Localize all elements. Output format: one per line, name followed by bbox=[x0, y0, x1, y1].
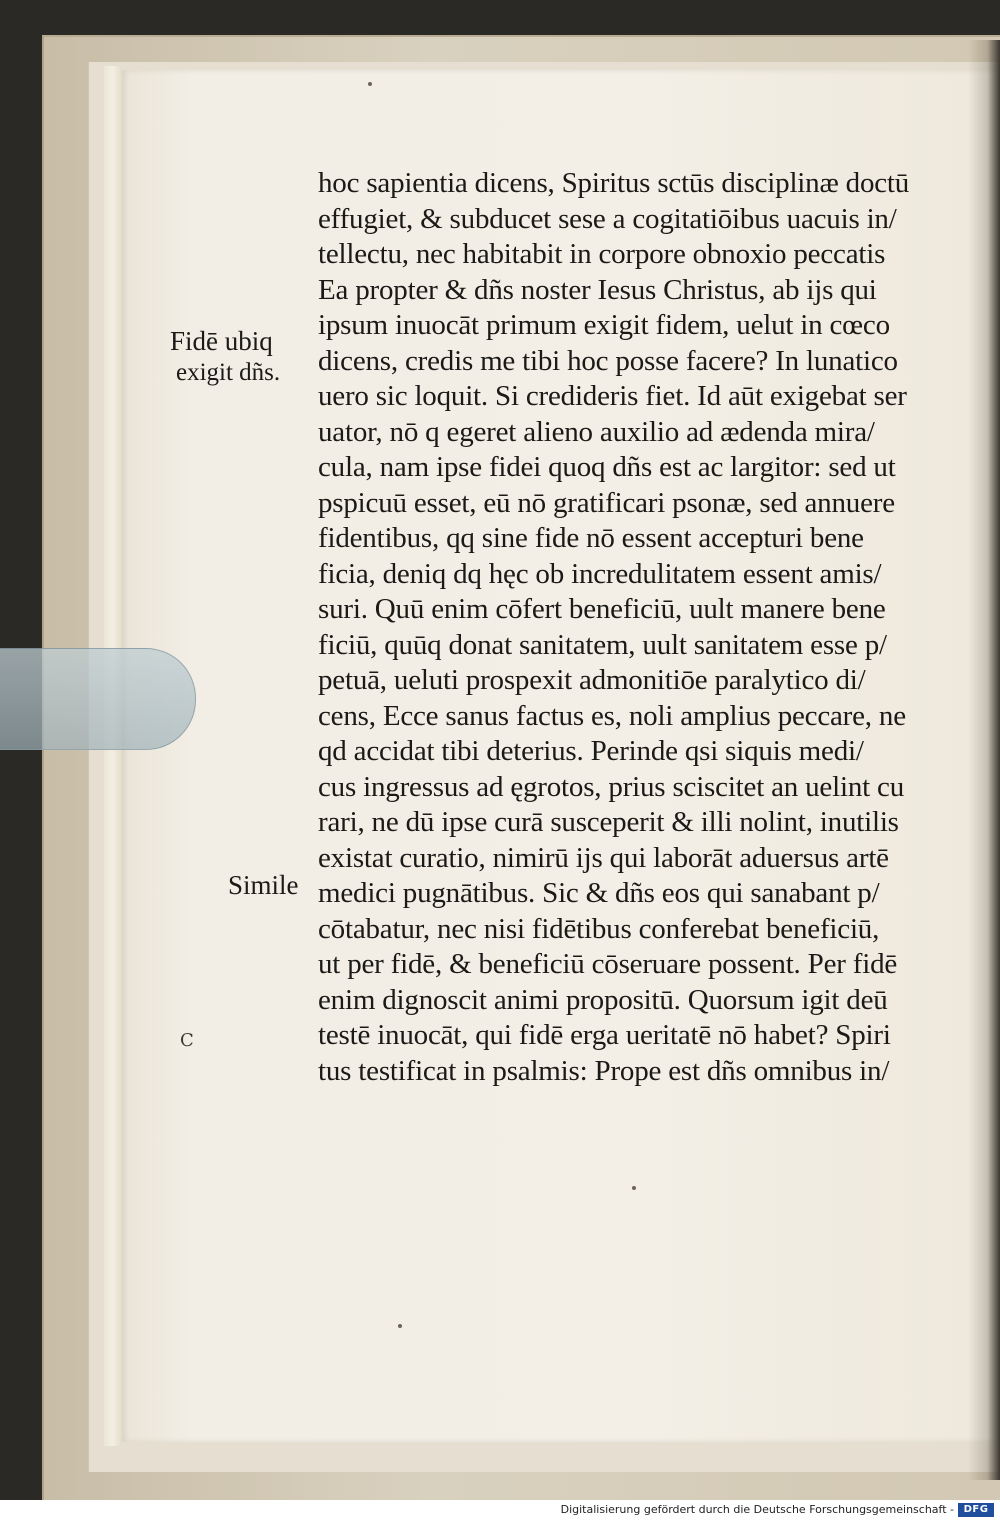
funding-credit: Digitalisierung gefördert durch die Deutsche Forschungsgemeinschaft - bbox=[560, 1503, 954, 1516]
text-line: Ea propter & dñs noster Iesus Christus, ab ijs qui bbox=[318, 273, 877, 306]
page-edge bbox=[104, 66, 122, 1446]
text-line: dicens, credis me tibi hoc posse facere? In lunatico bbox=[318, 344, 898, 377]
text-line: existat curatio, nimirū ijs qui laborāt aduersus artē bbox=[318, 841, 889, 874]
binding-shadow bbox=[968, 40, 1000, 1480]
text-line: rari, ne dū ipse curā susceperit & illi nolint, inutilis bbox=[318, 806, 899, 838]
speck bbox=[398, 1324, 402, 1328]
speck bbox=[632, 1186, 636, 1190]
show-through bbox=[168, 548, 175, 574]
text-line: enim dignoscit animi propositū. Quorsum igit deū bbox=[318, 983, 888, 1016]
margin-note-fide-line2: exigit dñs. bbox=[176, 359, 281, 386]
text-line: cōtabatur, nec nisi fidētibus conferebat beneficiū, bbox=[318, 912, 880, 945]
text-line: qd accidat tibi deterius. Perinde qsi siquis medi/ bbox=[318, 735, 864, 767]
footer-bar bbox=[0, 1500, 1000, 1520]
text-line: suri. Quū enim cōfert beneficiū, uult manere bene bbox=[318, 593, 886, 625]
text-line: ficiū, quūq donat sanitatem, uult sanitatem esse p/ bbox=[318, 628, 887, 661]
margin-note-simile: Simile bbox=[228, 870, 299, 900]
text-line: medici pugnātibus. Sic & dñs eos qui sanabant p/ bbox=[318, 877, 880, 909]
text-line: uator, nō q egeret alieno auxilio ad ædenda mira/ bbox=[318, 415, 875, 448]
text-line: ficia, deniq dq hęc ob incredulitatem essent amis/ bbox=[318, 557, 882, 590]
bookmark-strip bbox=[0, 648, 196, 750]
margin-note-fide-line1: Fidē ubiq bbox=[170, 326, 273, 356]
text-line: tus testificat in psalmis: Prope est dñs omnibus in/ bbox=[318, 1054, 890, 1087]
text-line: pspicuū esset, eū nō gratificari psonæ, sed annuere bbox=[318, 486, 895, 519]
text-line: fidentibus, qq sine fide nō essent accepturi bene bbox=[318, 522, 864, 554]
text-line: ut per fidē, & beneficiū cōseruare possent. Per fidē bbox=[318, 948, 898, 980]
text-line: tellectu, nec habitabit in corpore obnoxio peccatis bbox=[318, 238, 886, 270]
text-line: ipsum inuocāt primum exigit fidem, uelut in cœco bbox=[318, 309, 890, 341]
text-line: cula, nam ipse fidei quoq dñs est ac largitor: sed ut bbox=[318, 451, 896, 483]
text-line: uero sic loquit. Si credideris fiet. Id aūt exigebat ser bbox=[318, 380, 907, 412]
text-line: cus ingressus ad ęgrotos, prius sciscitet an uelint cu bbox=[318, 770, 904, 803]
leaf-mark: C bbox=[180, 1030, 194, 1051]
body-text bbox=[318, 166, 948, 1089]
dfg-logo: DFG bbox=[958, 1503, 994, 1517]
text-line: effugiet, & subducet sese a cogitatiōibus uacuis in/ bbox=[318, 202, 897, 235]
speck bbox=[368, 82, 372, 86]
text-line: hoc sapientia dicens, Spiritus sctūs disciplinæ doctū bbox=[318, 167, 910, 199]
text-line: cens, Ecce sanus factus es, noli amplius peccare, ne bbox=[318, 699, 906, 732]
text-line: testē inuocāt, qui fidē erga ueritatē nō habet? Spiri bbox=[318, 1019, 891, 1051]
text-line: petuā, ueluti prospexit admonitiōe paralytico di/ bbox=[318, 664, 866, 696]
